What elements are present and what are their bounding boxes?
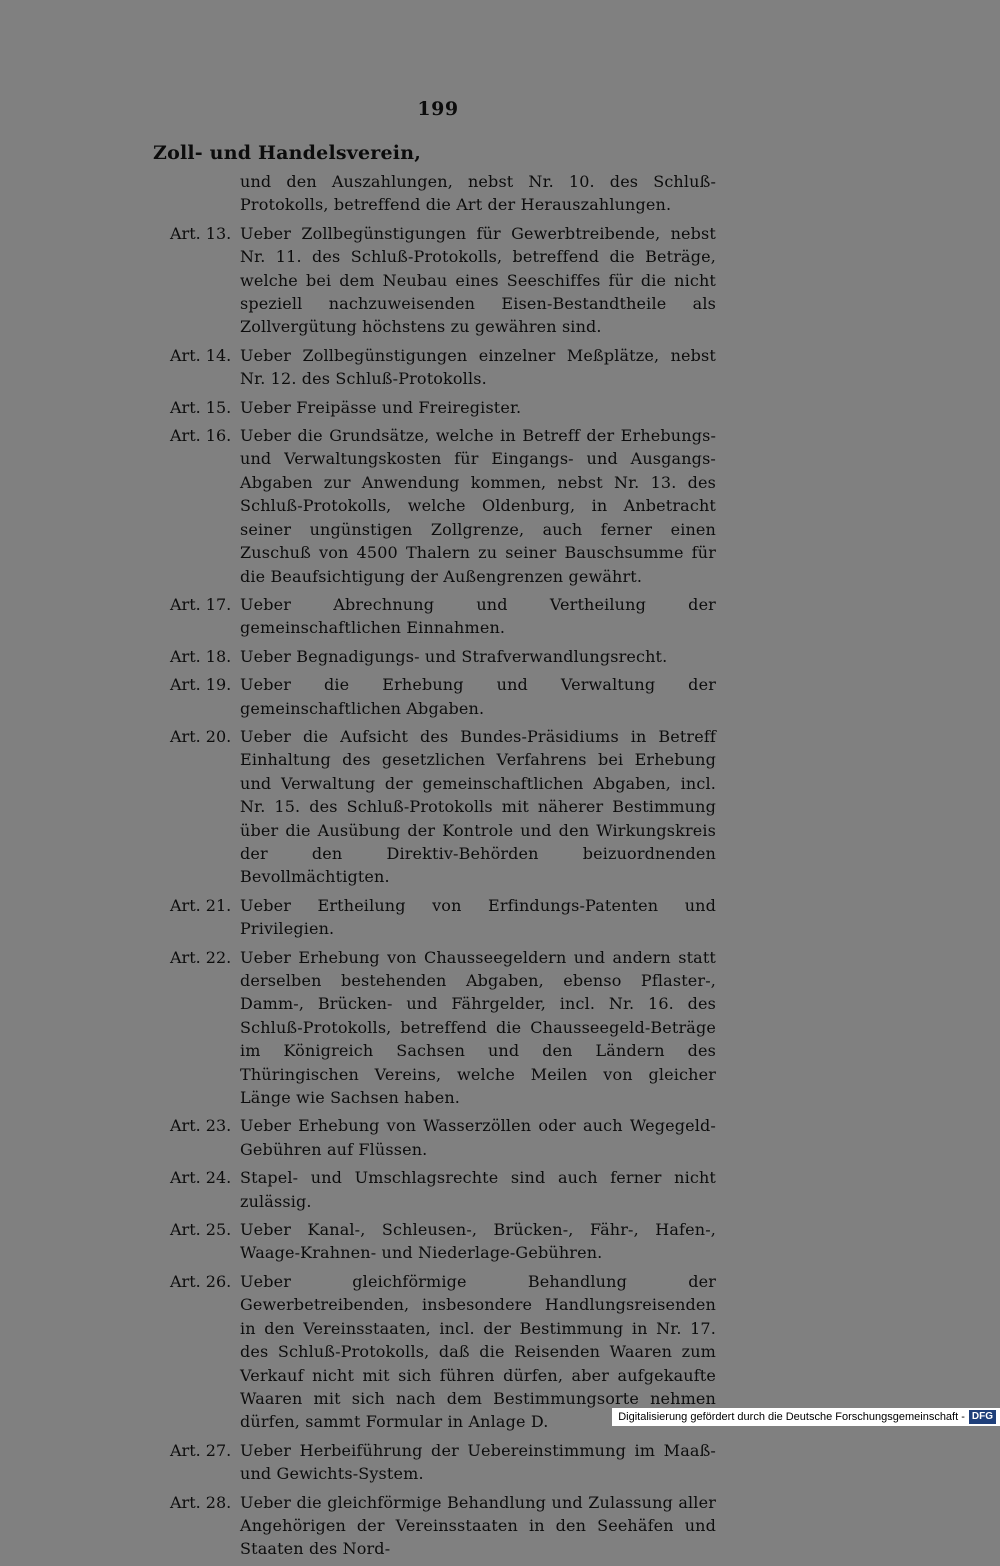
article-text: Ueber die gleichförmige Behandlung und Zulassung aller Angehörigen der Vereinsstaaten in den Seehäfen und Staaten des Nord-	[240, 1492, 716, 1559]
article-label: Art. 23.	[170, 1116, 232, 1136]
article-text: Ueber die Grundsätze, welche in Betreff der Erhebungs- und Verwaltungskosten für Eingangs- und Ausgangs-Abgaben zur Anwendung kommen, nebst Nr. 13. des Schluß-Protokolls, welche Oldenburg, in Anbetracht seiner ungünstigen Zollgrenze, auch ferner einen Zuschuß von 4500 Thalern zu seiner Bauschsumme für die Beaufsichtigung der Außengrenzen gewährt.	[240, 426, 716, 586]
article-label: Art. 16.	[170, 426, 232, 446]
article-text: Ueber Begnadigungs- und Strafverwandlungsrecht.	[240, 646, 668, 666]
article-label: Art. 28.	[170, 1492, 232, 1512]
continuation-text: und den Auszahlungen, nebst Nr. 10. des Schluß-Protokolls, betreffend die Art der Herauszahlungen.	[240, 172, 716, 215]
article-entry	[0, 1491, 1000, 1561]
article-label: Art. 27.	[170, 1440, 232, 1460]
article-entry	[0, 1166, 1000, 1213]
article-entry	[0, 593, 1000, 640]
article-entry	[0, 424, 1000, 588]
article-label: Art. 25.	[170, 1220, 232, 1240]
article-list	[0, 170, 1000, 1566]
article-text: Ueber Erhebung von Wasserzöllen oder auch Wegegeld-Gebühren auf Flüssen.	[240, 1116, 716, 1159]
article-entry	[0, 344, 1000, 391]
article-text: Ueber die Erhebung und Verwaltung der gemeinschaftlichen Abgaben.	[240, 675, 716, 718]
dfg-logo-icon: DFG	[969, 1410, 996, 1424]
article-entry	[0, 725, 1000, 889]
article-text: Ueber Herbeiführung der Uebereinstimmung im Maaß- und Gewichts-System.	[240, 1440, 716, 1484]
article-label: Art. 14.	[170, 345, 232, 365]
article-label: Art. 18.	[170, 646, 232, 666]
article-label: Art. 24.	[170, 1168, 232, 1188]
article-text: Ueber gleichförmige Behandlung der Gewerbetreibenden, insbesondere Handlungsreisenden in den Vereinsstaaten, incl. der Bestimmung in Nr. 17. des Schluß-Protokolls, daß die Reisenden Waaren zum Verkauf nicht mit sich führen dürfen, aber aufgekaufte Waaren mit sich nach dem Bestimmungsorte nehmen dürfen, sammt Formular in Anlage D.	[240, 1271, 716, 1432]
article-entry	[0, 1218, 1000, 1265]
article-label: Art. 22.	[170, 947, 232, 967]
article-label: Art. 20.	[170, 726, 232, 746]
digitization-footer	[612, 1408, 1000, 1426]
article-text: Ueber Kanal-, Schleusen-, Brücken-, Fähr-, Hafen-, Waage-Krahnen- und Niederlage-Gebühren.	[240, 1220, 716, 1263]
article-label: Art. 21.	[170, 895, 232, 915]
article-entry	[0, 1114, 1000, 1161]
article-text: Ueber Abrechnung und Vertheilung der gemeinschaftlichen Einnahmen.	[240, 594, 716, 638]
article-label: Art. 17.	[170, 594, 232, 614]
section-title: Zoll- und Handelsverein,	[153, 142, 422, 164]
article-text: Ueber Erhebung von Chausseegeldern und andern statt derselben bestehenden Abgaben, ebenso Pflaster-, Damm-, Brücken- und Fährgelder, incl. Nr. 16. des Schluß-Protokolls, betreffend die Chausseegeld-Beträge im Königreich Sachsen und den Ländern des Thüringischen Vereins, welche Meilen von gleicher Länge wie Sachsen haben.	[240, 947, 716, 1108]
page-number: 199	[417, 98, 459, 120]
article-text: Ueber Zollbegünstigungen einzelner Meßplätze, nebst Nr. 12. des Schluß-Protokolls.	[240, 345, 716, 389]
footer-text: Digitalisierung gefördert durch die Deutsche Forschungsgemeinschaft -	[618, 1411, 965, 1423]
continuation-entry	[0, 170, 1000, 217]
article-label: Art. 19.	[170, 675, 232, 695]
article-text: Ueber die Aufsicht des Bundes-Präsidiums in Betreff Einhaltung des gesetzlichen Verfahrens bei Erhebung und Verwaltung der gemeinschaftlichen Abgaben, incl. Nr. 15. des Schluß-Protokolls mit näherer Bestimmung über die Ausübung der Kontrole und den Wirkungskreis der den Direktiv-Behörden beizuordnenden Bevollmächtigten.	[240, 726, 716, 887]
article-entry	[0, 222, 1000, 339]
article-label: Art. 15.	[170, 397, 232, 417]
article-entry	[0, 894, 1000, 941]
article-entry	[0, 946, 1000, 1110]
article-entry	[0, 673, 1000, 720]
article-text: Ueber Ertheilung von Erfindungs-Patenten und Privilegien.	[240, 895, 716, 939]
article-entry	[0, 396, 1000, 419]
article-text: Ueber Zollbegünstigungen für Gewerbtreibende, nebst Nr. 11. des Schluß-Protokolls, betreffend die Beträge, welche bei dem Neubau eines Seeschiffes für die nicht speziell nachzuweisenden Eisen-Bestandtheile als Zollvergütung höchstens zu gewähren sind.	[240, 223, 716, 337]
article-entry	[0, 1439, 1000, 1486]
article-label: Art. 26.	[170, 1271, 232, 1291]
article-label: Art. 13.	[170, 223, 232, 243]
article-entry	[0, 645, 1000, 668]
article-text: Stapel- und Umschlagsrechte sind auch ferner nicht zulässig.	[240, 1168, 716, 1211]
article-text: Ueber Freipässe und Freiregister.	[240, 397, 522, 417]
